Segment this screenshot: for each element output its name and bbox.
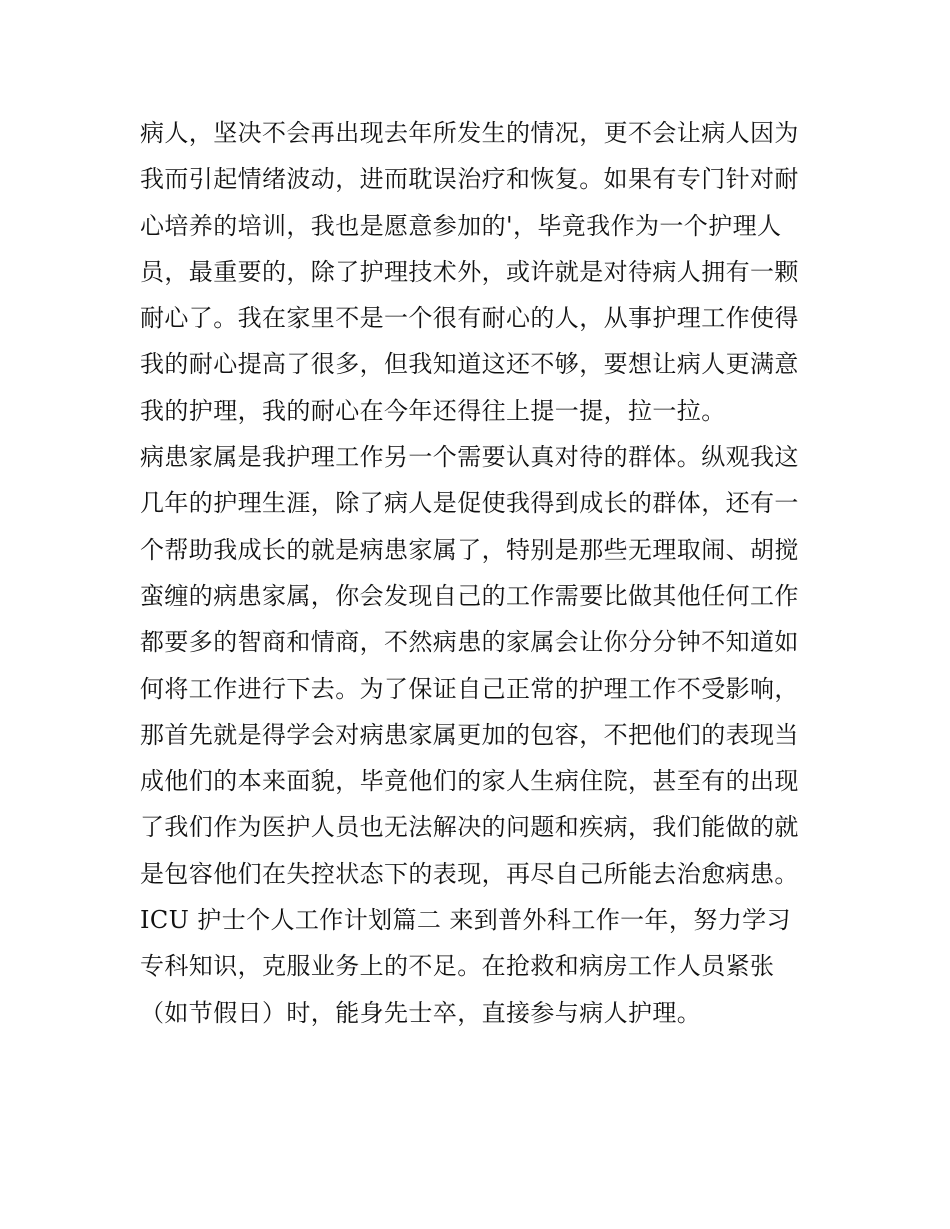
text-line: 耐心了。我在家里不是一个很有耐心的人，从事护理工作使得 [140, 304, 799, 333]
text-line: 了我们作为医护人员也无法解决的问题和疾病，我们能做的就 [140, 813, 799, 842]
text-line: 成他们的本来面貌，毕竟他们的家人生病住院，甚至有的出现 [140, 767, 799, 796]
text-line: 我的耐心提高了很多，但我知道这还不够，要想让病人更满意 [140, 350, 799, 379]
text-line: 员，最重要的，除了护理技术外，或许就是对待病人拥有一颗 [140, 257, 799, 286]
text-line: 我而引起情绪波动，进而耽误治疗和恢复。如果有专门针对耐 [140, 165, 799, 194]
text-line: 心培养的培训，我也是愿意参加的'，毕竟我作为一个护理人 [140, 211, 782, 240]
text-line: 何将工作进行下去。为了保证自己正常的护理工作不受影响， [140, 674, 799, 703]
text-line: 专科知识，克服业务上的不足。在抢救和病房工作人员紧张 [140, 952, 775, 981]
text-line: 蛮缠的病患家属，你会发现自己的工作需要比做其他任何工作 [140, 581, 799, 610]
text-line: 是包容他们在失控状态下的表现，再尽自己所能去治愈病患。 [140, 859, 799, 888]
text-line: 个帮助我成长的就是病患家属了，特别是那些无理取闹、胡搅 [140, 535, 799, 564]
text-line: （如节假日）时，能身先士卒，直接参与病人护理。 [140, 998, 702, 1027]
text-line: 病患家属是我护理工作另一个需要认真对待的群体。纵观我这 [140, 443, 799, 472]
text-line: 我的护理，我的耐心在今年还得往上提一提，拉一拉。 [140, 396, 726, 425]
text-line: 那首先就是得学会对病患家属更加的包容，不把他们的表现当 [140, 720, 799, 749]
text-line: 病人，坚决不会再出现去年所发生的情况，更不会让病人因为 [140, 119, 799, 147]
text-line: 几年的护理生涯，除了病人是促使我得到成长的群体，还有一 [140, 489, 799, 518]
text-line: ICU 护士个人工作计划篇二 来到普外科工作一年，努力学习 [140, 906, 791, 935]
text-line: 都要多的智商和情商，不然病患的家属会让你分分钟不知道如 [140, 628, 799, 657]
document-body [140, 110, 840, 1036]
